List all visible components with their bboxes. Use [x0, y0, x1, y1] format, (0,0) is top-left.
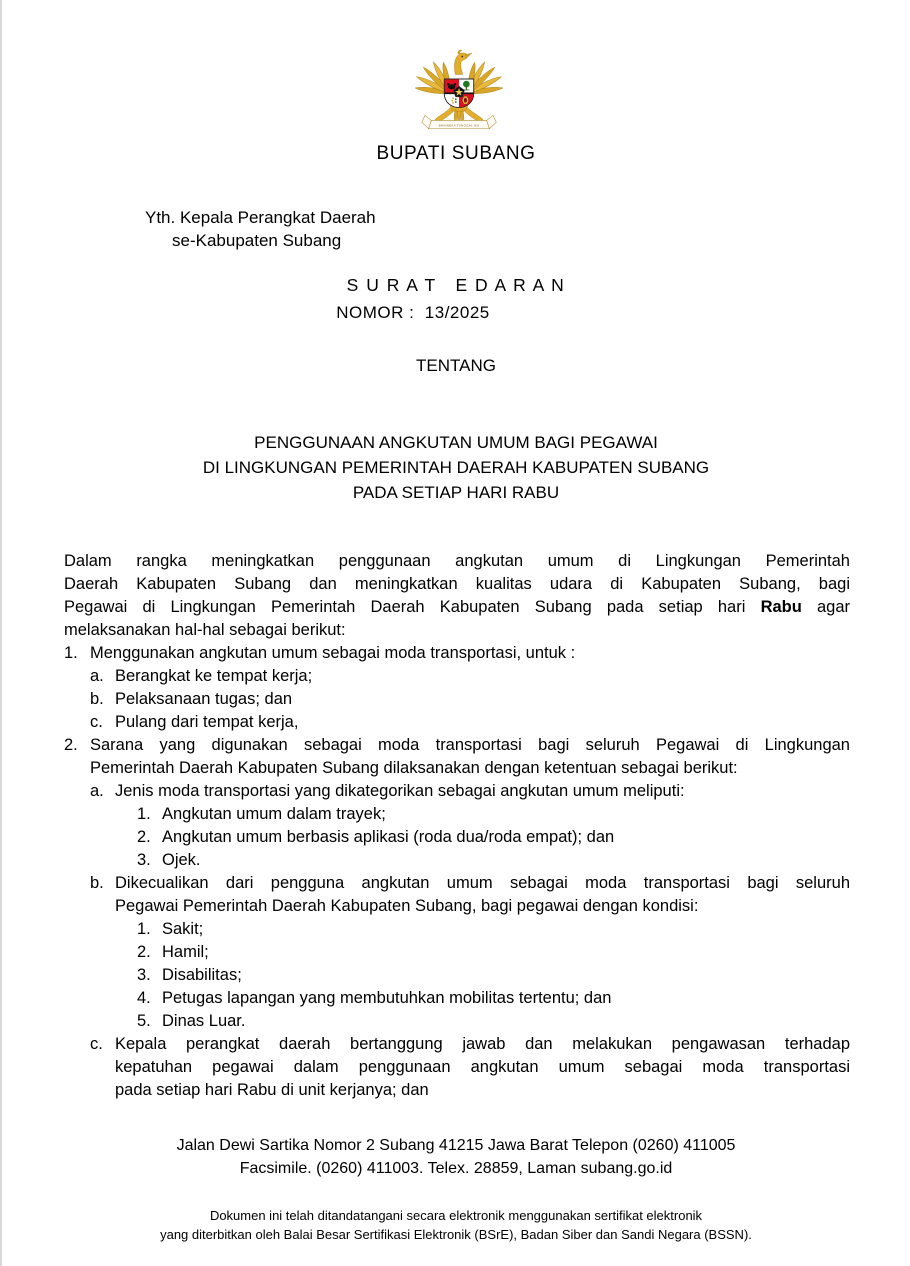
list-marker: 4.	[137, 989, 151, 1007]
list-item	[137, 1010, 850, 1033]
list-item	[137, 987, 850, 1010]
paragraph-line	[64, 619, 850, 642]
list-marker: a.	[90, 782, 104, 800]
list-item-content	[162, 987, 850, 1010]
list-item-content	[162, 826, 850, 849]
list-item-content	[115, 780, 850, 872]
list-item-content	[115, 665, 850, 688]
list-item-line: Pemerintah Daerah Kabupaten Subang dilaksanakan dengan ketentuan sebagai berikut:	[90, 759, 738, 777]
list-marker: 1.	[64, 644, 78, 662]
list-item-line: Pulang dari tempat kerja,	[115, 713, 299, 731]
list-item-content	[115, 711, 850, 734]
footer-address-line-1: Jalan Dewi Sartika Nomor 2 Subang 41215 Jawa Barat Telepon (0260) 411005	[176, 1137, 736, 1154]
list-item-content	[162, 918, 850, 941]
list-item-line: Sarana yang digunakan sebagai moda transportasi bagi seluruh Pegawai di Lingkungan	[90, 736, 850, 754]
list-item-content	[90, 642, 850, 734]
list-item-content	[162, 849, 850, 872]
list-marker: 1.	[137, 920, 151, 938]
text-segment: melaksanakan hal-hal sebagai berikut:	[64, 621, 346, 639]
list-item-line: Petugas lapangan yang membutuhkan mobilitas tertentu; dan	[162, 989, 612, 1007]
list-item	[137, 964, 850, 987]
list-item	[137, 803, 850, 826]
footer-address	[2, 1134, 910, 1180]
list-marker: a.	[90, 667, 104, 685]
list-item	[90, 688, 850, 711]
list-item-line: Sakit;	[162, 920, 204, 938]
subject-line-1: PENGGUNAAN ANGKUTAN UMUM BAGI PEGAWAI	[254, 433, 658, 452]
list-item-content	[162, 803, 850, 826]
list-item-content	[115, 872, 850, 1033]
certification-line-2: yang diterbitkan oleh Balai Besar Sertifikasi Elektronik (BSrE), Badan Siber dan Sandi Negara (BSSN).	[160, 1227, 752, 1242]
list-item-line: Pelaksanaan tugas; dan	[115, 690, 293, 708]
list-item-line: Kepala perangkat daerah bertanggung jawab dan melakukan pengawasan terhadap	[115, 1035, 850, 1053]
footer-address-line-2: Facsimile. (0260) 411003. Telex. 28859, Laman subang.go.id	[239, 1160, 673, 1177]
list-item-line: pada setiap hari Rabu di unit kerjanya; dan	[115, 1081, 429, 1099]
list-item-line: Hamil;	[162, 943, 209, 961]
list-marker: 3.	[137, 966, 151, 984]
list-marker: b.	[90, 690, 104, 708]
list-item-line: Disabilitas;	[162, 966, 242, 984]
addressee-line-1: Yth. Kepala Perangkat Daerah	[145, 208, 376, 227]
doc-number: NOMOR : 13/2025	[336, 303, 490, 322]
org-title: BUPATI SUBANG	[376, 143, 536, 164]
addressee-line-2: se-Kabupaten Subang	[172, 231, 342, 250]
list-item-content	[90, 734, 850, 1102]
list-item-content	[162, 964, 850, 987]
list-item	[90, 711, 850, 734]
list-item-line: Jenis moda transportasi yang dikategorikan sebagai angkutan umum meliputi:	[115, 782, 685, 800]
list-marker: c.	[90, 713, 103, 731]
list-item-line: Angkutan umum berbasis aplikasi (roda dua/roda empat); dan	[162, 828, 615, 846]
garuda-emblem-svg	[413, 45, 505, 137]
list-item	[137, 941, 850, 964]
list-item-content	[162, 941, 850, 964]
subject-line-2: DI LINGKUNGAN PEMERINTAH DAERAH KABUPATEN SUBANG	[202, 458, 710, 477]
list-item-line: Ojek.	[162, 851, 201, 869]
list-item	[90, 780, 850, 872]
list-marker: 1.	[137, 805, 151, 823]
list-item-line: Menggunakan angkutan umum sebagai moda transportasi, untuk :	[90, 644, 576, 662]
list-marker: 2.	[64, 736, 78, 754]
list-marker: 2.	[137, 828, 151, 846]
garuda-pancasila-emblem-icon	[413, 45, 505, 137]
list-item	[137, 826, 850, 849]
list-item	[64, 642, 850, 734]
paragraph-line	[64, 573, 850, 596]
subject-line-3: PADA SETIAP HARI RABU	[352, 483, 560, 502]
text-segment: Pegawai di Lingkungan Pemerintah Daerah Kabupaten Subang pada setiap hari	[64, 598, 761, 616]
list-item	[90, 665, 850, 688]
bold-text: Rabu	[760, 598, 802, 616]
list-item-content	[115, 688, 850, 711]
opening-paragraph	[64, 550, 850, 642]
subject-title	[2, 430, 910, 505]
list-marker: 2.	[137, 943, 151, 961]
paragraph-line	[64, 550, 850, 573]
emblem-motto: BHINNEKA TUNGGAL IKA	[438, 123, 480, 128]
list-item	[137, 849, 850, 872]
list-item-line: Dinas Luar.	[162, 1012, 246, 1030]
list-marker: b.	[90, 874, 104, 892]
list-item-line: Dikecualikan dari pengguna angkutan umum sebagai moda transportasi bagi seluruh	[115, 874, 850, 892]
addressee-block	[145, 206, 376, 252]
doc-type-title: S U R A T E D A R A N	[346, 275, 566, 295]
list-item-line: Berangkat ke tempat kerja;	[115, 667, 313, 685]
text-segment: Daerah Kabupaten Subang dan meningkatkan kualitas udara di Kabupaten Subang, bagi	[64, 575, 850, 593]
list-item	[90, 872, 850, 1033]
about-label: TENTANG	[416, 356, 496, 375]
list-item-line: Angkutan umum dalam trayek;	[162, 805, 386, 823]
list-item-line: Pegawai Pemerintah Daerah Kabupaten Subang, bagi pegawai dengan kondisi:	[115, 897, 699, 915]
list-item	[90, 1033, 850, 1102]
letter-body	[64, 550, 850, 1102]
list-item	[64, 734, 850, 1102]
list-marker: c.	[90, 1035, 103, 1053]
paragraph-line	[64, 596, 850, 619]
text-segment: agar	[801, 598, 851, 616]
certification-line-1: Dokumen ini telah ditandatangani secara elektronik menggunakan sertifikat elektronik	[209, 1208, 703, 1223]
signature-certification-note	[2, 1206, 910, 1244]
list-item-content	[162, 1010, 850, 1033]
list-item	[137, 918, 850, 941]
list-marker: 5.	[137, 1012, 151, 1030]
provision-list	[64, 642, 850, 1102]
text-segment: Dalam rangka meningkatkan penggunaan angkutan umum di Lingkungan Pemerintah	[64, 552, 850, 570]
list-item-line: kepatuhan pegawai dalam penggunaan angkutan umum sebagai moda transportasi	[115, 1058, 850, 1076]
list-item-content	[115, 1033, 850, 1102]
list-marker: 3.	[137, 851, 151, 869]
